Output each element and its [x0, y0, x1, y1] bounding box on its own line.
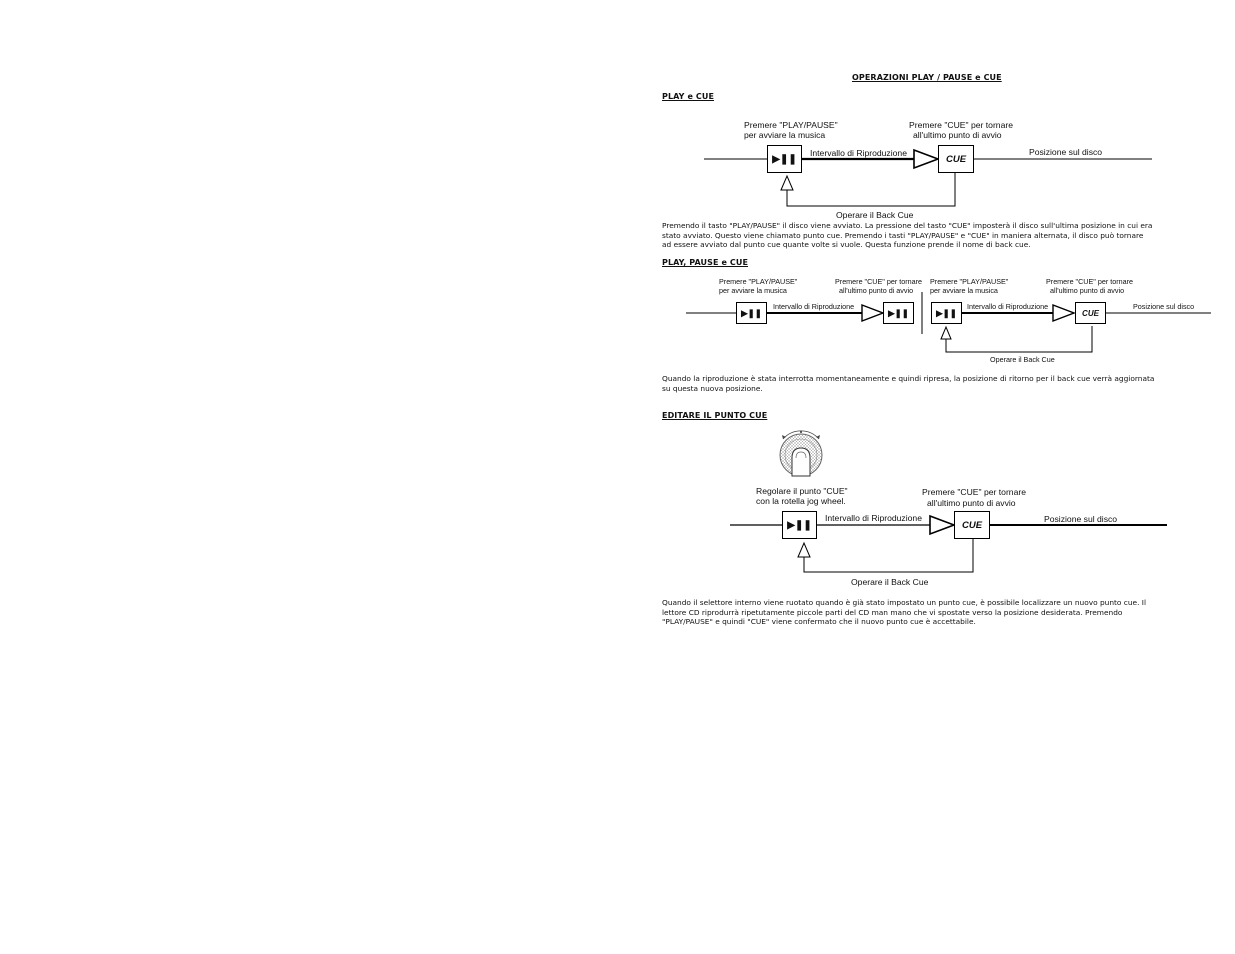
- label-disc-position: Posizione sul disco: [1133, 302, 1195, 311]
- label-back-cue: Operare il Back Cue: [851, 577, 929, 587]
- label-play-interval-b: Intervallo di Riproduzione: [967, 302, 1049, 311]
- label-press-cue-b: Premere "CUE" per tornare: [1046, 277, 1133, 286]
- label-last-start-point: all'ultimo punto di avvio: [913, 130, 1002, 140]
- label-start-music-b: per avviare la musica: [930, 286, 998, 295]
- label-press-play-a: Premere "PLAY/PAUSE": [719, 277, 798, 286]
- play-pause-icon: ▶❚❚: [888, 307, 909, 318]
- label-back-cue: Operare il Back Cue: [836, 210, 914, 220]
- label-start-music-a: per avviare la musica: [719, 286, 787, 295]
- label-adjust-cue: Regolare il punto "CUE": [756, 486, 848, 496]
- label-disc-position: Posizione sul disco: [1044, 514, 1118, 524]
- section-heading-edit-cue: EDITARE IL PUNTO CUE: [662, 411, 768, 420]
- cue-button-label: CUE: [961, 519, 983, 531]
- paragraph-line: stato avviato. Questo viene chiamato punto cue. Premendo i tasti "PLAY/PAUSE" e "CUE" in maniera alternata, il disco può tornare: [662, 230, 1144, 240]
- paragraph-line: Quando il selettore interno viene ruotato quando è già stato impostato un punto cue, è possibile localizzare un nuovo punto cue. Il: [662, 598, 1147, 607]
- label-with-jog-wheel: con la rotella jog wheel.: [756, 496, 846, 506]
- label-back-cue: Operare il Back Cue: [990, 355, 1055, 364]
- cue-button[interactable]: [954, 511, 990, 539]
- paragraph-line: ad essere avviato dal punto cue quante volte si vuole. Questa funzione prende il nome di back cue.: [662, 240, 1031, 250]
- paragraph-line: Quando la riproduzione è stata interrotta momentaneamente e quindi ripresa, la posizione di ritorno per il back cue verrà aggiornata: [662, 374, 1155, 383]
- paragraph-line: su questa nuova posizione.: [662, 383, 763, 393]
- play-pause-icon: ▶❚❚: [936, 307, 957, 318]
- play-pause-icon: ▶❚❚: [787, 519, 812, 531]
- section-heading-play-pause-cue: PLAY, PAUSE e CUE: [662, 258, 749, 267]
- label-disc-position: Posizione sul disco: [1029, 147, 1103, 157]
- label-play-interval: Intervallo di Riproduzione: [825, 513, 922, 523]
- label-press-play-b: Premere "PLAY/PAUSE": [930, 277, 1009, 286]
- label-press-cue: Premere "CUE" per tornare: [922, 487, 1027, 497]
- label-press-play: Premere "PLAY/PAUSE": [744, 120, 838, 130]
- cue-button-label: CUE: [945, 153, 967, 165]
- label-press-cue: Premere "CUE" per tornare: [909, 120, 1014, 130]
- label-last-start-point-a: all'ultimo punto di avvio: [839, 286, 914, 295]
- section3-paragraph: [662, 598, 1146, 627]
- label-last-start-point: all'ultimo punto di avvio: [927, 498, 1016, 508]
- paragraph-line: Premendo il tasto "PLAY/PAUSE" il disco viene avviato. La pressione del tasto "CUE" imposterà il disco sull'ultima posizione in cui era: [662, 221, 1153, 230]
- label-play-interval-a: Intervallo di Riproduzione: [773, 302, 855, 311]
- play-pause-icon: ▶❚❚: [741, 307, 762, 318]
- label-press-cue-a: Premere "CUE" per tornare: [835, 277, 922, 286]
- page-title: OPERAZIONI PLAY / PAUSE e CUE: [852, 73, 1002, 82]
- section-heading-play-cue: PLAY e CUE: [662, 92, 715, 101]
- label-start-music: per avviare la musica: [744, 130, 826, 140]
- label-play-interval: Intervallo di Riproduzione: [810, 148, 907, 158]
- paragraph-line: lettore CD riprodurrà ripetutamente piccole parti del CD man mano che vi spostate verso la posizione desiderata. Premendo: [662, 607, 1123, 617]
- play-pause-icon: ▶❚❚: [772, 153, 797, 165]
- play-pause-button[interactable]: [782, 511, 817, 539]
- cue-button-label: CUE: [1082, 308, 1099, 318]
- label-last-start-point-b: all'ultimo punto di avvio: [1050, 286, 1125, 295]
- paragraph-line: "PLAY/PAUSE" e quindi "CUE" viene confermato che il nuovo punto cue è accettabile.: [662, 617, 976, 627]
